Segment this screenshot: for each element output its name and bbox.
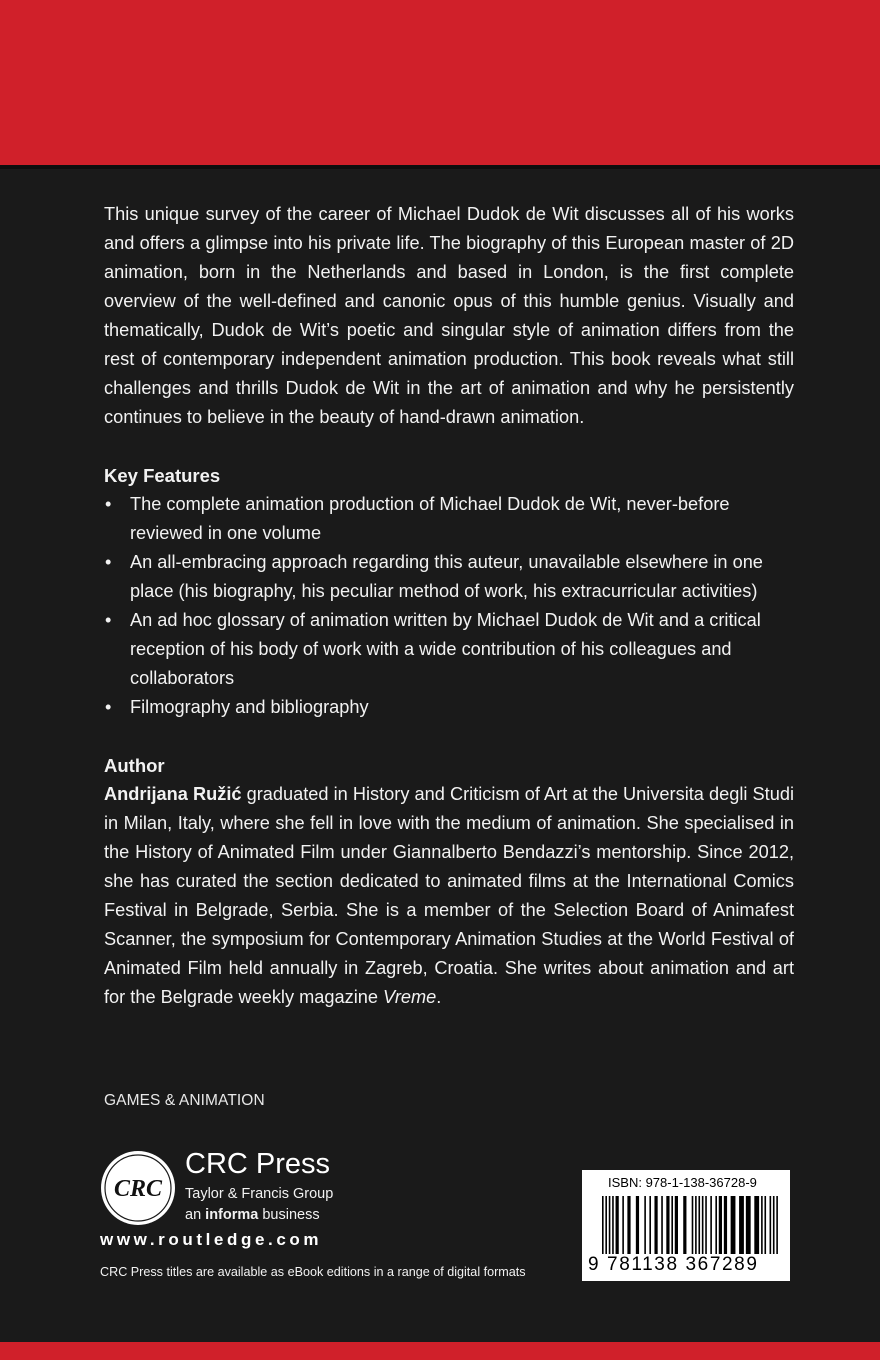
- barcode-bar: [627, 1196, 630, 1254]
- barcode-bar: [654, 1196, 657, 1254]
- barcode-bar: [609, 1196, 611, 1254]
- bottom-red-band: [0, 1342, 880, 1360]
- informa-word: informa: [205, 1206, 259, 1223]
- key-features-list: [104, 490, 794, 722]
- barcode-bar: [644, 1196, 646, 1254]
- barcode-bar: [695, 1196, 697, 1254]
- bio-end: .: [436, 987, 442, 1007]
- ebook-note: CRC Press titles are available as eBook editions in a range of digital formats: [100, 1265, 526, 1279]
- barcode-bar: [739, 1196, 744, 1254]
- back-cover-text: [104, 200, 794, 1012]
- author-name: Andrijana Ružić: [104, 784, 242, 804]
- feature-text: An ad hoc glossary of animation written by Michael Dudok de Wit and a critical reception of his body of work with a wide contribution of his colleagues and collaborators: [130, 610, 761, 688]
- barcode-bar: [754, 1196, 759, 1254]
- crc-logo-icon: [100, 1150, 176, 1226]
- publisher-group: Taylor & Francis Group: [185, 1186, 334, 1202]
- subject-category: GAMES & ANIMATION: [104, 1092, 265, 1109]
- barcode-bar: [702, 1196, 704, 1254]
- publisher-block: [185, 1150, 333, 1222]
- feature-item: [104, 606, 794, 693]
- barcode-bar: [605, 1196, 607, 1254]
- barcode-bar: [715, 1196, 717, 1254]
- publisher-website: www.routledge.com: [100, 1230, 323, 1249]
- book-description: This unique survey of the career of Michael Dudok de Wit discusses all of his works and offers a glimpse into his private life. The biography of this European master of 2D animation, born in the Netherlands and based in London, is the first complete overview of the well-defined and canonic opus of this humble genius. Visually and thematically, Dudok de Wit’s poetic and singular style of animation differs from the rest of contemporary independent animation production. This book reveals what still challenges and thrills Dudok de Wit in the art of animation and why he persistently continues to believe in the beauty of hand-drawn animation.: [104, 204, 794, 427]
- barcode-bar: [764, 1196, 766, 1254]
- magazine-title: Vreme: [383, 987, 437, 1007]
- bullet-icon: •: [105, 552, 112, 572]
- barcode-bar: [731, 1196, 736, 1254]
- feature-text: Filmography and bibliography: [130, 697, 369, 717]
- barcode-bar: [616, 1196, 619, 1254]
- barcode-digits: 9 781138 367289: [588, 1254, 759, 1275]
- barcode-bar: [724, 1196, 727, 1254]
- barcode-bar: [761, 1196, 763, 1254]
- feature-item: [104, 490, 794, 548]
- isbn-label: ISBN: 978-1-138-36728-9: [608, 1175, 757, 1190]
- informa-line: [185, 1208, 333, 1223]
- feature-text: The complete animation production of Michael Dudok de Wit, never-before reviewed in one volume: [130, 494, 730, 543]
- barcode-bar: [683, 1196, 686, 1254]
- barcode-bar: [692, 1196, 694, 1254]
- top-red-band: [0, 0, 880, 165]
- barcode-bar: [719, 1196, 722, 1254]
- barcode-bar: [622, 1196, 624, 1254]
- barcode-bar: [636, 1196, 639, 1254]
- isbn-barcode: [582, 1170, 790, 1281]
- author-heading: Author: [104, 755, 165, 776]
- barcode-bar: [649, 1196, 651, 1254]
- barcode-bar: [671, 1196, 673, 1254]
- barcode-bar: [705, 1196, 707, 1254]
- barcode-bar: [770, 1196, 772, 1254]
- barcode-bar: [675, 1196, 678, 1254]
- publisher-name: CRC Press: [185, 1148, 331, 1180]
- key-features-heading: Key Features: [104, 465, 221, 486]
- barcode-bars-icon: [588, 1196, 784, 1254]
- barcode-bar: [746, 1196, 751, 1254]
- logo-text: CRC: [113, 1176, 163, 1202]
- author-bio-text: graduated in History and Criticism of Art at the Universita degli Studi in Milan, Italy, where she fell in love with the medium of animation. She specialised in the History of Animated Film under Giannalberto Bendazzi’s mentorship. Since 2012, she has curated the section dedicated to animated films at the International Comics Festival in Belgrade, Serbia. She is a member of the Selection Board of Animafest Scanner, the symposium for Contemporary Animation Studies at the World Festival of Animated Film held annually in Zagreb, Croatia. She writes about animation and art for the Belgrade weekly magazine: [104, 784, 794, 1007]
- barcode-bar: [698, 1196, 700, 1254]
- barcode-bar: [666, 1196, 669, 1254]
- feature-text: An all-embracing approach regarding this auteur, unavailable elsewhere in one place (his biography, his peculiar method of work, his extracurricular activities): [130, 552, 763, 601]
- bullet-icon: •: [105, 610, 112, 630]
- barcode-bar: [773, 1196, 775, 1254]
- barcode-bar: [612, 1196, 614, 1254]
- barcode-bar: [602, 1196, 604, 1254]
- informa-suffix: business: [258, 1206, 320, 1223]
- informa-prefix: an: [185, 1206, 206, 1223]
- barcode-bar: [710, 1196, 712, 1254]
- bullet-icon: •: [105, 697, 112, 717]
- bullet-icon: •: [105, 494, 112, 514]
- feature-item: [104, 548, 794, 606]
- barcode-bar: [661, 1196, 663, 1254]
- barcode-bar: [776, 1196, 778, 1254]
- feature-item: [104, 693, 794, 722]
- band-shadow: [0, 165, 880, 169]
- author-bio: [104, 780, 794, 1012]
